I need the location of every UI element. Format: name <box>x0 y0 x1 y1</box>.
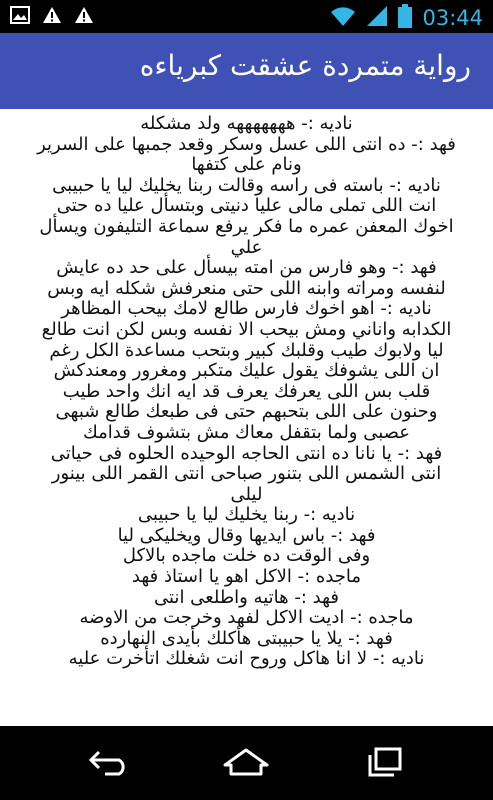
status-bar <box>0 0 493 33</box>
back-button[interactable] <box>80 744 140 784</box>
story-line: فهد :- يلا يا حبيبتى هأكلك بأيدى النهارده <box>100 627 393 649</box>
warning-icon <box>74 6 94 28</box>
story-line: ان اللى يشوفك يقول عليك متكبر ومغرور ومعندكش <box>53 360 440 382</box>
wifi-icon <box>330 5 356 31</box>
story-line: ناديه :- هههههههه ولد مشكله <box>140 114 353 134</box>
status-notifications <box>10 6 94 28</box>
battery-icon <box>398 4 412 32</box>
back-icon <box>87 748 133 780</box>
story-line: ناديه :- اهو اخوك فارس طالع لامك بيحب المظاهر <box>61 298 432 320</box>
story-line: الكدابه واناني ومش بيحب الا نفسه وبس لكن انت طالع <box>41 318 452 340</box>
story-line: ليا ولابوك طيب وقلبك كبير وبتحب مساعدة الكل رغم <box>49 339 444 361</box>
app-bar <box>0 33 493 109</box>
story-line: انت اللى تملى مالى عليا دنيتى وبتسأل عليا ده حتى <box>56 195 437 217</box>
signal-icon <box>366 5 388 31</box>
navigation-bar <box>0 726 493 800</box>
status-system <box>330 4 483 32</box>
story-line: ناديه :- ربنا يخليك ليا يا حبيبى <box>137 504 356 526</box>
app-title: رواية متمردة عشقت كبرياءه <box>139 49 471 82</box>
story-line: وحنون على اللى بتحبهم حتى فى طبعك طالع شبهى <box>55 401 438 423</box>
story-line: فهد :- وهو فارس من امته بيسأل على حد ده عايش <box>56 257 437 279</box>
story-line: لنفسه ومراته وابنه اللى حتى منعرفش شكله ايه وبس <box>47 277 446 299</box>
story-text[interactable] <box>6 114 487 726</box>
story-line: ماجده :- الاكل اهو يا استاذ فهد <box>131 566 362 588</box>
recent-apps-button[interactable] <box>354 744 414 784</box>
home-button[interactable] <box>216 744 276 784</box>
story-line: اخوك المعفن عمره ما فكر يرفع سماعة التليفون ويسأل <box>39 215 454 237</box>
story-line: فهد :- يا نانا ده انتى الحاجه الوحيده الحلوه فى حياتى <box>50 442 443 464</box>
story-line: ونام على كتفها <box>191 154 302 176</box>
recent-apps-icon <box>364 746 404 782</box>
story-line: عصبى ولما بتقفل معاك مش بتشوف قدامك <box>82 421 411 443</box>
home-icon <box>221 747 271 781</box>
story-line: ليلى <box>230 483 263 505</box>
story-line: انتى الشمس اللى بتنور صباحى انتى القمر اللى بينور <box>51 463 442 485</box>
status-time: 03:44 <box>422 6 483 30</box>
story-line: قلب بس اللى يعرفك يعرف قد ايه انك واحد طيب <box>62 380 431 402</box>
image-icon <box>10 6 30 28</box>
warning-icon <box>42 6 62 28</box>
story-line: وفى الوقت ده خلت ماجده بالاكل <box>122 545 371 567</box>
story-line: فهد :- ده انتى اللى عسل وسكر وقعد جمبها على السرير <box>37 133 456 155</box>
story-line: فهد :- هاتيه واطلعى انتى <box>154 586 339 608</box>
story-line: ناديه :- باسته فى راسه وقالت ربنا يخليك ليا يا حبيبى <box>52 174 441 196</box>
story-line: فهد :- باس ايديها وقال ويخليكى ليا <box>117 524 376 546</box>
story-line: ناديه :- لا انا هاكل وروح انت شغلك اتأخرت عليه <box>68 648 425 670</box>
story-line: ماجده :- اديت الاكل لفهد وخرجت من الاوضه <box>79 607 414 629</box>
story-line: علي <box>230 236 263 258</box>
